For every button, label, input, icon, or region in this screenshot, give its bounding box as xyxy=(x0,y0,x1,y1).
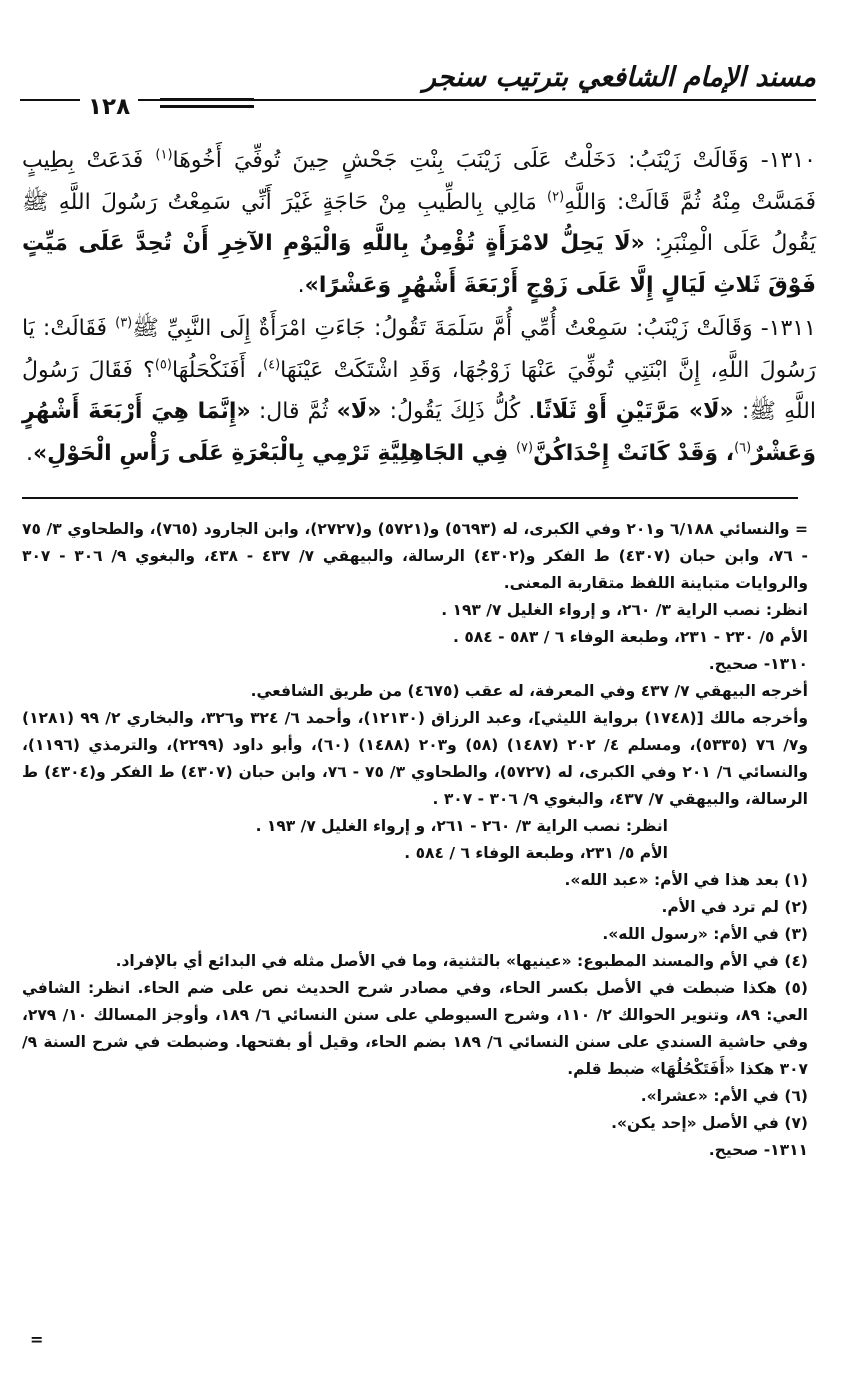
header-rule xyxy=(20,99,816,101)
note-paragraph: انظر: نصب الراية ٣/ ٢٦٠ - ٢٦١، و إرواء الغليل ٧/ ١٩٣ . xyxy=(255,817,668,835)
prophetic-saying: «لَا» مَرَّتَيْنِ أَوْ ثَلَاثًا xyxy=(535,399,734,424)
note-paragraph: الأم ٥/ ٢٣١، وطبعة الوفاء ٦ / ٥٨٤ . xyxy=(404,844,668,862)
note-paragraph: ١٣١٠- صحيح. xyxy=(708,655,808,673)
page-number: ١٢٨ xyxy=(80,94,138,120)
hadith-text: . xyxy=(297,272,305,298)
prophetic-saying: «لَا يَحِلُّ لامْرَأَةٍ تُؤْمِنُ بِاللَّهِ وَالْيَوْمِ الآخِرِ أَنْ تُحِدَّ عَلَى مَيِّتٍ فَوْقَ ثَلاثِ لَيَالٍ إِلَّا عَلَى زَوْجٍ أَرْبَعَةَ أَشْهُرٍ وَعَشْرًا» xyxy=(22,231,816,298)
hadith-text: ١٣١٠- وَقَالَتْ زَيْنَبُ: دَخَلْتُ عَلَى زَيْنَبَ بِنْتِ جَحْشٍ حِينَ تُوفِّيَ أَخُوهَا xyxy=(172,148,816,173)
note-paragraph: ١٣١١- صحيح. xyxy=(708,1141,808,1159)
hadith-1311 xyxy=(22,308,816,474)
footnote-separator xyxy=(22,497,798,499)
main-text xyxy=(22,140,816,476)
prophetic-saying: «إِنَّمَا هِيَ أَرْبَعَةَ أَشْهُرٍ وَعَشْرٌ xyxy=(22,399,816,466)
continuation-mark: = xyxy=(30,1330,44,1349)
note-paragraph: = والنسائي ٦/١٨٨ و٢٠١ وفي الكبرى، له (٥٦٩٣) و(٥٧٢١) و(٢٧٢٧)، وابن الجارود (٧٦٥)، والطحاوي ٣/ ٧٥ - ٧٦، وابن حبان (٤٣٠٧) ط الفكر و(٤٣٠٢) الرسالة، والبيهقي ٧/ ٤٣٧ - ٤٣٨، والبغوي ٩/ ٣٠٦ - ٣٠٧ والروايات متباينة اللفظ متقاربة المعنى. xyxy=(22,520,809,592)
hadith-1310 xyxy=(22,140,816,306)
page-header xyxy=(20,58,816,120)
note-paragraph: أخرجه البيهقي ٧/ ٤٣٧ وفي المعرفة، له عقب (٤٦٧٥) من طريق الشافعي. xyxy=(250,682,808,700)
footnote-item: (٦) في الأم: «عشرا». xyxy=(640,1087,808,1105)
footnote-ref: (٦) xyxy=(734,440,752,456)
prophetic-saying: ، وَقَدْ كَانَتْ إِحْدَاكُنَّ xyxy=(533,440,735,466)
hadith-text: . xyxy=(25,440,33,466)
footnote-ref: (٧) xyxy=(515,440,534,456)
prophetic-saying: «لَا» xyxy=(336,399,382,424)
note-paragraph: انظر: نصب الراية ٣/ ٢٦٠، و إرواء الغليل ٧/ ١٩٣ . xyxy=(441,601,808,619)
note-paragraph: وأخرجه مالك [(١٧٤٨) برواية الليثي]، وعبد الرزاق (١٢١٣٠)، وأحمد ٦/ ٣٢٤ و٣٢٦، والبخاري ٢/ ٩٩ (١٢٨١) و٧/ ٧٦ (٥٣٣٥)، ومسلم ٤/ ٢٠٢ (١٤٨٧) (٥٨) و٢٠٣ (١٤٨٨) (٦٠)، وأبو داود (٢٢٩٩)، والترمذي (١١٩٦)، والنسائي ٦/ ٢٠١ وفي الكبرى، له (٥٧٢٧)، والطحاوي ٣/ ٧٥ - ٧٦، وابن حبان (٤٣٠٧) ط الفكر و(٤٣٠٤) ط الرسالة، والبيهقي ٧/ ٤٣٧، والبغوي ٩/ ٣٠٦ - ٣٠٧ . xyxy=(22,709,809,808)
footnotes xyxy=(22,516,808,1164)
hadith-text: . كُلُّ ذَلِكَ يَقُولُ: xyxy=(381,399,536,424)
hadith-text: ؟ فَقَالَ رَسُولُ اللَّهِ ﷺ: xyxy=(22,357,816,424)
footnote-item: (١) بعد هذا في الأم: «عبد الله». xyxy=(564,871,808,889)
hadith-text: فَقَالَتْ: يَا رَسُولَ اللَّهِ، إِنَّ ابْنَتِي تُوفِّيَ عَنْهَا زَوْجُهَا، وَقَدِ اشْتَكَتْ عَيْنَهَا xyxy=(22,316,817,383)
footnote-item: (٥) هكذا ضبطت في الأصل بكسر الحاء، وفي مصادر شرح الحديث نص على ضم الحاء. انظر: الشافي العي: ٨٩، وتنوير الحوالك ٢/ ١١٠، وشرح السيوطي على سنن النسائي ٦/ ١٨٩، وأوجز المسالك ١٠/ ٢٧٩، وفي حاشية السندي على سنن النسائي ٦/ ١٨٩ بضم الحاء، وقيل أو بفتحها. وضبطت في شرح السنة ٩/ ٣٠٧ هكذا «أَفَتَكْحُلُهَا» ضبط قلم. xyxy=(22,979,809,1078)
footnote-ref: (١) xyxy=(155,147,173,163)
footnote-item: (٢) لم ترد في الأم. xyxy=(661,898,808,916)
hadith-text: ، أَفَنَكْحَلُهَا xyxy=(171,357,263,383)
note-paragraph: الأم ٥/ ٢٣٠ - ٢٣١، وطبعة الوفاء ٦ / ٥٨٣ - ٥٨٤ . xyxy=(453,628,808,646)
hadith-text: ١٣١١- وَقَالَتْ زَيْنَبُ: سَمِعْتُ أُمِّي أُمَّ سَلَمَةَ تَقُولُ: جَاءَتِ امْرَأَةٌ إِلَى النَّبِيِّ ﷺ xyxy=(132,316,816,341)
footnote-ref: (٢) xyxy=(547,189,565,205)
footnote-item: (٣) في الأم: «رسول الله». xyxy=(602,925,808,943)
hadith-text: مَالِي بِالطِّيبِ مِنْ حَاجَةٍ غَيْرَ أَنِّي سَمِعْتُ رَسُولَ اللَّهِ ﷺ يَقُولُ عَلَى الْمِنْبَرِ: xyxy=(22,189,816,256)
footnote-ref: (٥) xyxy=(154,357,172,373)
hadith-text: ثُمَّ قال: xyxy=(250,399,337,424)
prophetic-saying: فِي الجَاهِلِيَّةِ تَرْمِي بِالْبَعْرَةِ عَلَى رَأْسِ الْحَوْلِ» xyxy=(32,440,516,466)
hadith-text: فَدَعَتْ بِطِيبٍ فَمَسَّتْ مِنْهُ ثُمَّ قَالَتْ: وَاللَّهِ xyxy=(22,148,816,215)
running-title: مسند الإمام الشافعي بترتيب سنجر xyxy=(422,62,816,93)
footnote-item: (٤) في الأم والمسند المطبوع: «عينيها» بالتثنية، وما في الأصل مثله في البدائع أي بالإفراد. xyxy=(115,952,808,970)
page-number-ornament xyxy=(160,98,254,112)
footnote-ref: (٤) xyxy=(263,357,281,373)
footnote-ref: (٣) xyxy=(115,315,133,331)
footnote-item: (٧) في الأصل «إحد يكن». xyxy=(611,1114,808,1132)
